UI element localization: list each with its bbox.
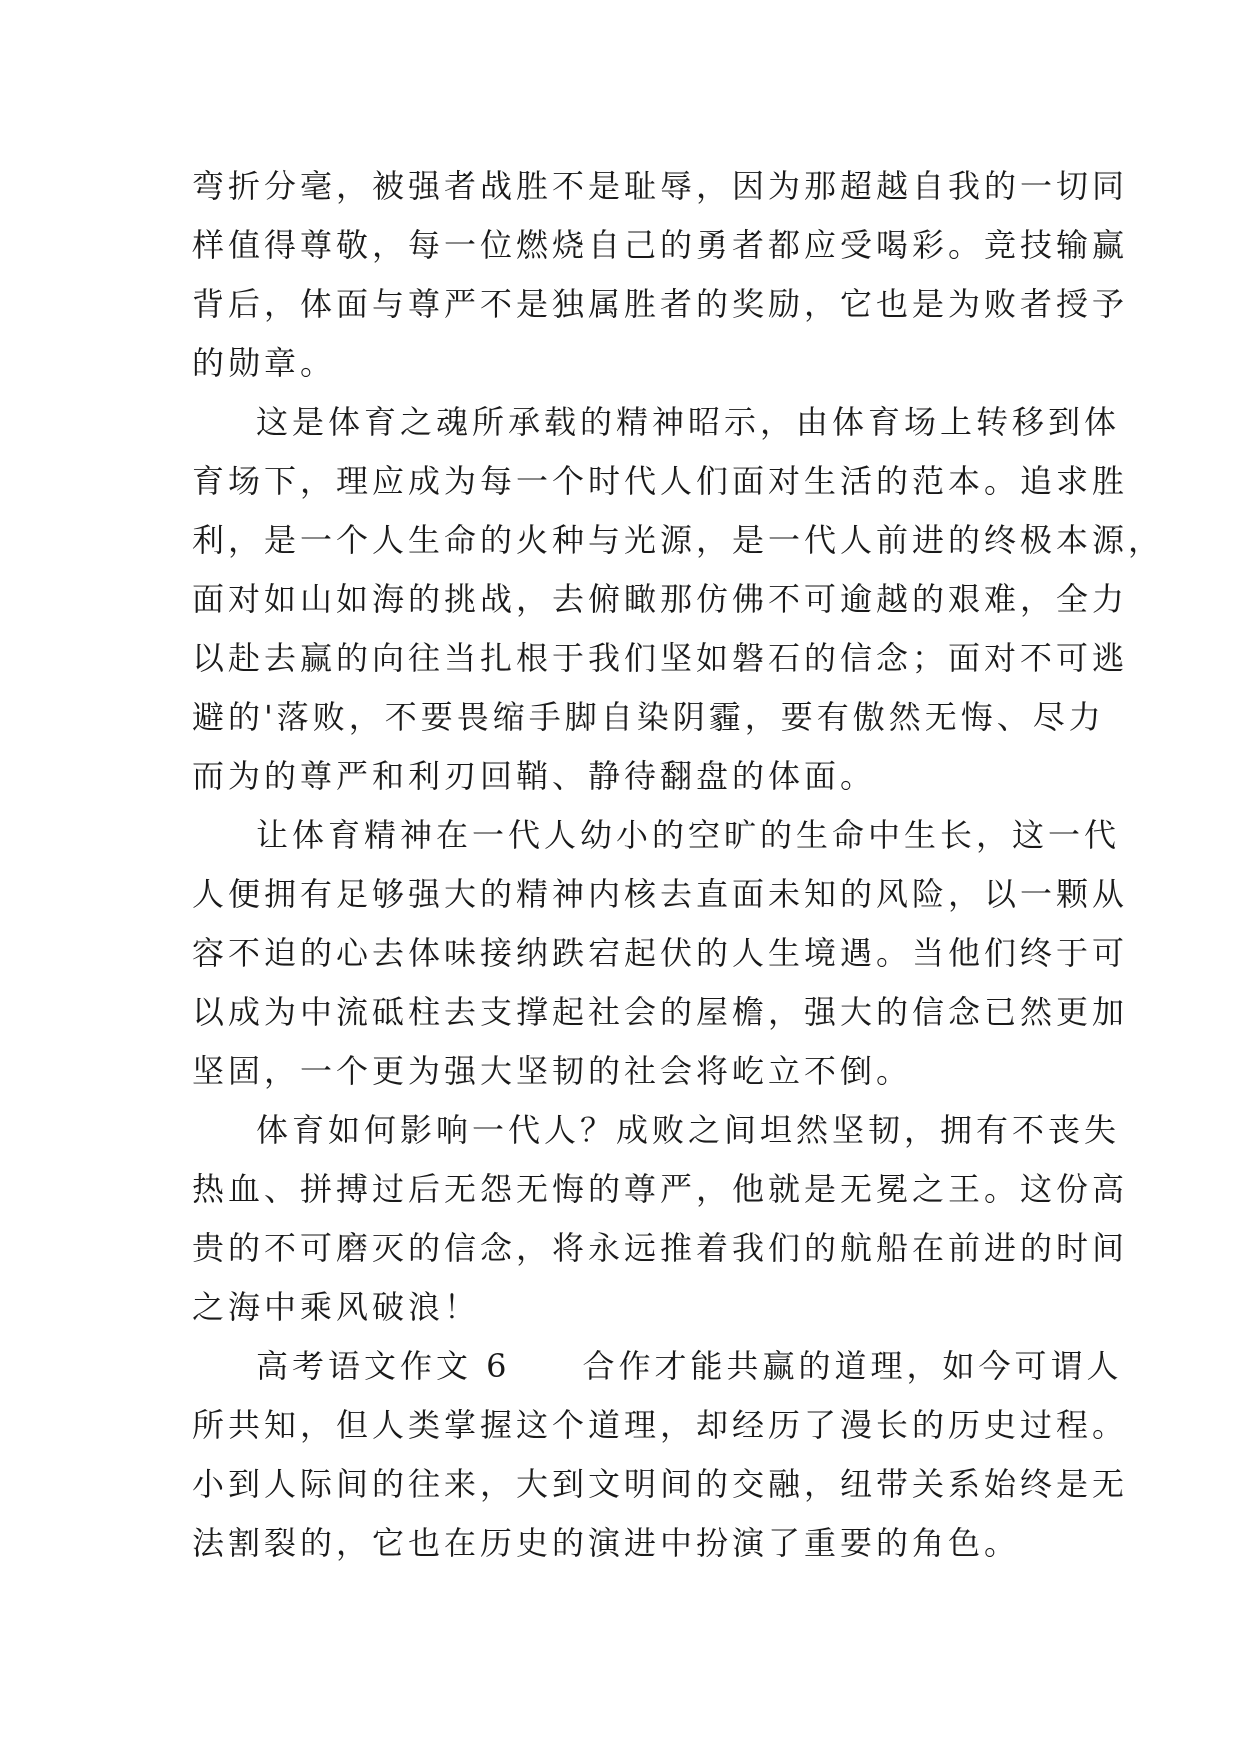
text-line: 弯折分毫，被强者战胜不是耻辱，因为那超越自我的一切同 [192, 167, 1129, 205]
text-line: 以赴去赢的向往当扎根于我们坚如磐石的信念；面对不可逃 [192, 639, 1129, 677]
text-line: 之海中乘风破浪！ [192, 1288, 481, 1326]
text-line: 容不迫的心去体味接纳跌宕起伏的人生境遇。当他们终于可 [192, 934, 1129, 972]
text-line: 贵的不可磨灭的信念，将永远推着我们的航船在前进的时间 [192, 1229, 1129, 1267]
paragraph-first-line: 高考语文作文 6 合作才能共赢的道理，如今可谓人 [256, 1347, 1123, 1385]
text-line: 法割裂的，它也在历史的演进中扮演了重要的角色。 [192, 1524, 1021, 1562]
text-line: 热血、拼搏过后无怨无悔的尊严，他就是无冕之王。这份高 [192, 1170, 1129, 1208]
text-line: 以成为中流砥柱去支撑起社会的屋檐，强大的信念已然更加 [192, 993, 1129, 1031]
text-line: 所共知，但人类掌握这个道理，却经历了漫长的历史过程。 [192, 1406, 1129, 1444]
text-line: 的勋章。 [192, 344, 337, 382]
text-line: 人便拥有足够强大的精神内核去直面未知的风险，以一颗从 [192, 875, 1129, 913]
text-line: 避的'落败，不要畏缩手脚自染阴霾，要有傲然无悔、尽力 [192, 698, 1105, 736]
paragraph-first-line: 体育如何影响一代人？成败之间坦然坚韧，拥有不丧失 [256, 1111, 1121, 1149]
paragraph-first-line: 让体育精神在一代人幼小的空旷的生命中生长，这一代 [256, 816, 1121, 854]
paragraph-first-line: 这是体育之魂所承载的精神昭示，由体育场上转移到体 [256, 403, 1121, 441]
text-line: 利，是一个人生命的火种与光源，是一代人前进的终极本源， [192, 521, 1165, 559]
text-line: 而为的尊严和利刃回鞘、静待翻盘的体面。 [192, 757, 877, 795]
text-line: 坚固，一个更为强大坚韧的社会将屹立不倒。 [192, 1052, 913, 1090]
text-line: 小到人际间的往来，大到文明间的交融，纽带关系始终是无 [192, 1465, 1129, 1503]
text-line: 背后，体面与尊严不是独属胜者的奖励，它也是为败者授予 [192, 285, 1129, 323]
text-line: 育场下，理应成为每一个时代人们面对生活的范本。追求胜 [192, 462, 1129, 500]
text-line: 样值得尊敬，每一位燃烧自己的勇者都应受喝彩。竞技输赢 [192, 226, 1129, 264]
text-line: 面对如山如海的挑战，去俯瞰那仿佛不可逾越的艰难，全力 [192, 580, 1129, 618]
document-body [192, 157, 1165, 1573]
